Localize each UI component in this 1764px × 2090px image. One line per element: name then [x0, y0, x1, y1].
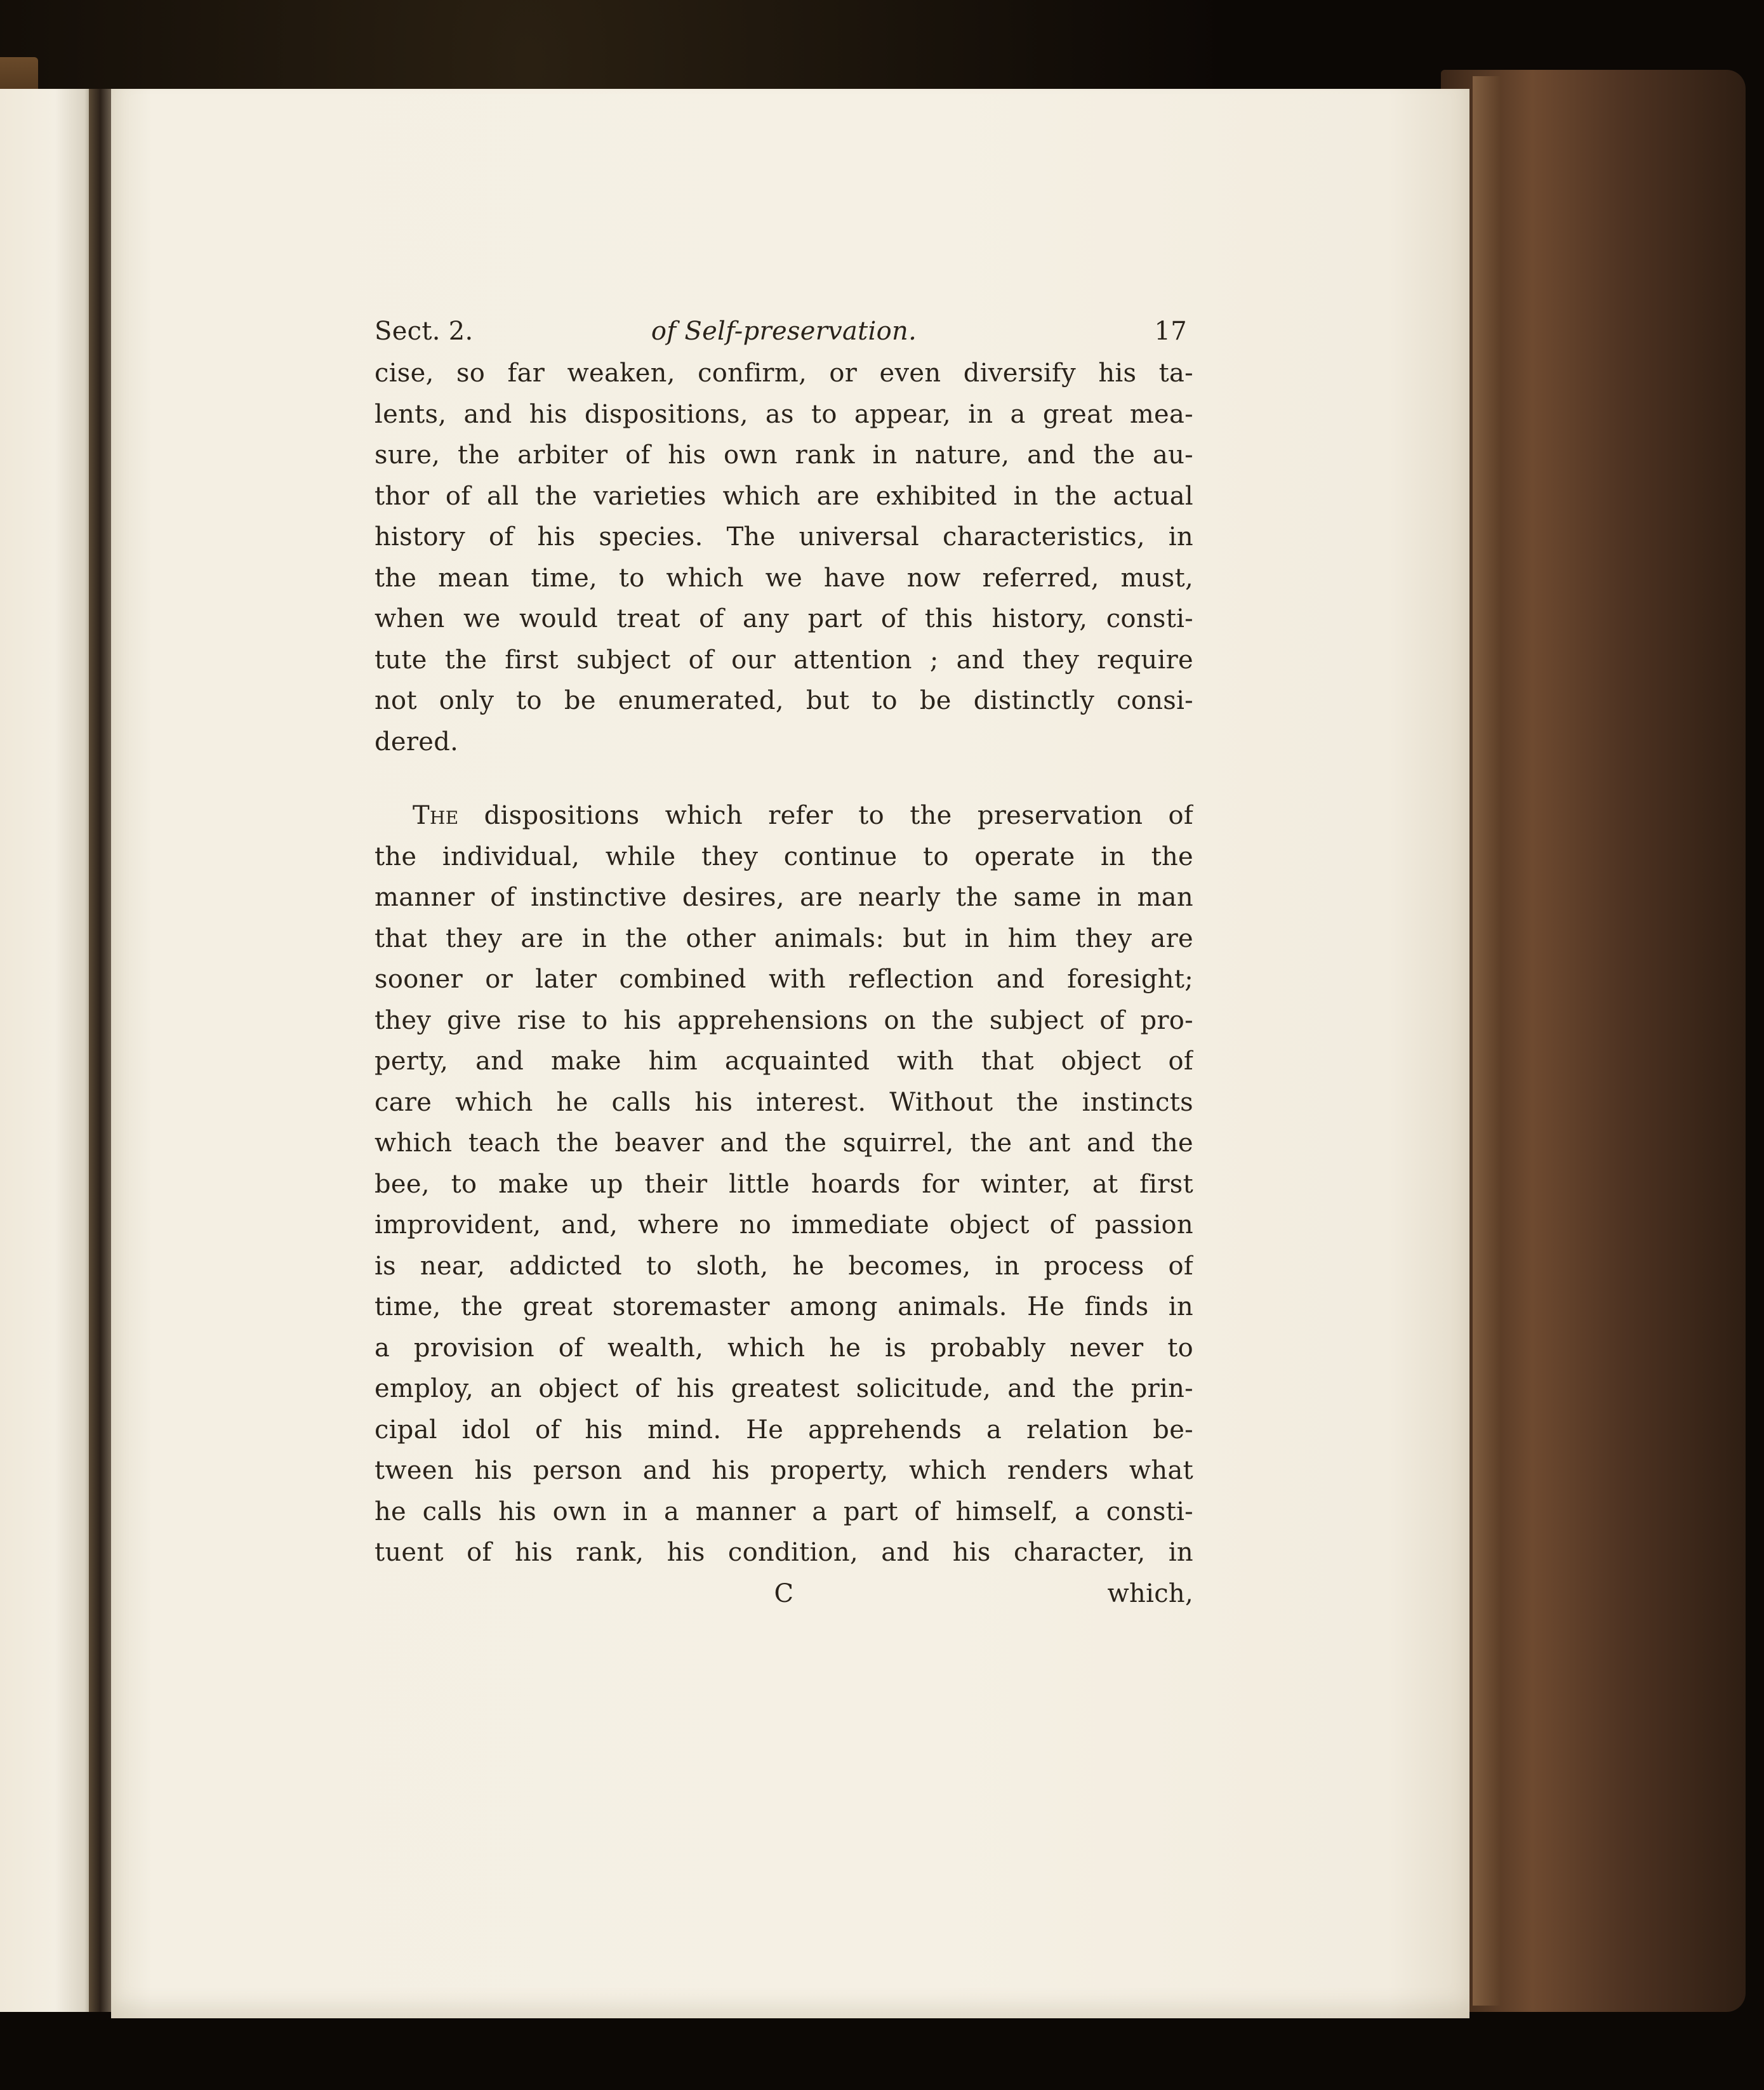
- text-line: cise, so far weaken, confirm, or even diversify his ta-: [375, 359, 1193, 388]
- text-line: manner of instinctive desires, are nearly the same in man: [375, 883, 1193, 912]
- page-footer: [375, 1573, 1193, 1614]
- book-gutter: [89, 89, 114, 2012]
- paragraph-2: [375, 795, 1193, 1573]
- signature-mark: C: [774, 1578, 794, 1608]
- text-line: cipal idol of his mind. He apprehends a relation be-: [375, 1415, 1193, 1445]
- text-line: dered.: [375, 727, 459, 757]
- text-line: the mean time, to which we have now referred, must,: [375, 563, 1193, 593]
- page-text-block: [375, 311, 1193, 1614]
- text-line: thor of all the varieties which are exhibited in the actual: [375, 481, 1193, 511]
- text-line: tuent of his rank, his condition, and his character, in: [375, 1538, 1193, 1567]
- opening-word: The: [413, 801, 459, 830]
- text-line: sure, the arbiter of his own rank in nature, and the au-: [375, 440, 1193, 470]
- text-line: improvident, and, where no immediate object of passion: [375, 1210, 1193, 1240]
- text-line: bee, to make up their little hoards for winter, at first: [375, 1169, 1193, 1199]
- text-line: employ, an object of his greatest solicitude, and the prin-: [375, 1374, 1193, 1403]
- text-line: time, the great storemaster among animals. He finds in: [375, 1292, 1193, 1321]
- paragraph-spacer: [375, 762, 1193, 795]
- section-label: Sect. 2.: [375, 317, 474, 346]
- text-line: tween his person and his property, which renders what: [375, 1456, 1193, 1485]
- running-title: of Self-preservation.: [651, 317, 917, 346]
- running-head: [375, 311, 1193, 353]
- page-number: 17: [1154, 317, 1187, 346]
- paragraph-opening-line: [375, 795, 1193, 837]
- text-line: tute the first subject of our attention ; and they require: [375, 645, 1193, 675]
- text-line: is near, addicted to sloth, he becomes, in process of: [375, 1251, 1193, 1281]
- text-line: lents, and his dispositions, as to appear, in a great mea-: [375, 399, 1193, 429]
- text-line: he calls his own in a manner a part of himself, a consti-: [375, 1497, 1193, 1526]
- catchword: which,: [1107, 1578, 1193, 1608]
- text-line: the individual, while they continue to operate in the: [375, 842, 1193, 871]
- opening-line-rest: dispositions which refer to the preservation of: [484, 801, 1193, 830]
- text-line: when we would treat of any part of this history, consti-: [375, 604, 1193, 633]
- text-line: sooner or later combined with reflection and foresight;: [375, 965, 1193, 994]
- text-line: history of his species. The universal characteristics, in: [375, 522, 1193, 552]
- text-line: a provision of wealth, which he is probably never to: [375, 1333, 1193, 1363]
- text-line: they give rise to his apprehensions on the subject of pro-: [375, 1005, 1193, 1035]
- paragraph-1: [375, 353, 1193, 762]
- text-line: care which he calls his interest. Without the instincts: [375, 1087, 1193, 1117]
- text-line: that they are in the other animals: but in him they are: [375, 923, 1193, 953]
- text-line: perty, and make him acquainted with that object of: [375, 1047, 1193, 1076]
- text-line: not only to be enumerated, but to be distinctly consi-: [375, 686, 1193, 715]
- facing-page-edge: [0, 89, 92, 2012]
- text-line: which teach the beaver and the squirrel, the ant and the: [375, 1128, 1193, 1158]
- cover-edge: [1473, 76, 1501, 2006]
